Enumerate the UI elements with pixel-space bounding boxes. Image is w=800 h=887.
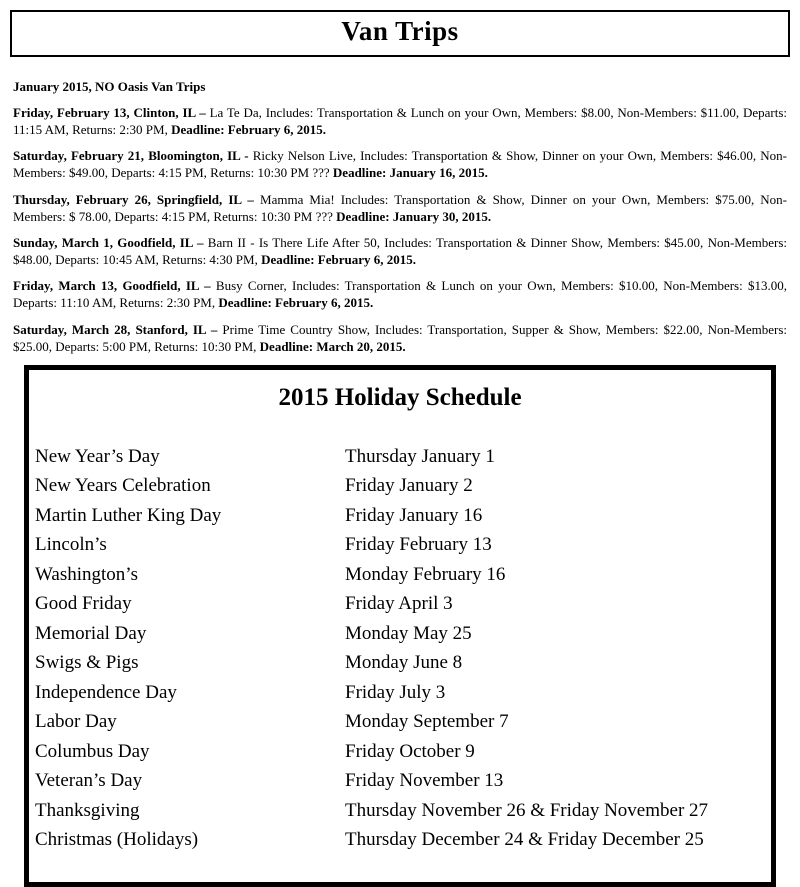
holiday-row (35, 471, 771, 501)
holiday-date: Friday January 16 (345, 504, 483, 526)
trip-details: Barn II - Is There Life After 50, Includes: Transportation & Dinner Show, Members: $45.00, Non-Members: $48.00, Departs: 10:45 AM, Returns: 4:30 PM, (13, 234, 788, 268)
holiday-date: Thursday December 24 & Friday December 25 (345, 829, 704, 851)
holiday-row (35, 589, 771, 619)
holiday-name: Lincoln’s (35, 534, 107, 556)
holiday-schedule-title: 2015 Holiday Schedule (278, 383, 522, 411)
trip-deadline: Deadline: January 30, 2015. (336, 208, 492, 224)
holiday-date: Friday January 2 (345, 475, 473, 497)
holiday-name: Memorial Day (35, 622, 147, 644)
holiday-row (35, 796, 771, 826)
holiday-row (35, 530, 771, 560)
trip-lead: Friday, March 13, Goodfield, IL – (13, 278, 211, 294)
trip-lead: Friday, February 13, Clinton, IL – (13, 105, 206, 120)
trip-paragraph (13, 321, 787, 355)
holiday-date: Thursday November 26 & Friday November 27 (345, 799, 709, 821)
holiday-row (35, 501, 771, 531)
trip-lead: Sunday, March 1, Goodfield, IL – (13, 234, 204, 250)
holiday-date: Friday July 3 (345, 681, 446, 703)
holiday-date: Friday November 13 (345, 770, 504, 792)
trip-lead: Saturday, March 28, Stanford, IL – (13, 321, 218, 337)
holiday-row (35, 442, 771, 472)
holiday-date: Monday September 7 (345, 711, 509, 733)
trip-paragraph (13, 191, 787, 225)
title-box (10, 10, 790, 57)
trip-list (13, 104, 787, 355)
holiday-name: Thanksgiving (35, 799, 140, 821)
trip-lead: Saturday, February 21, Bloomington, IL - (13, 148, 249, 164)
holiday-schedule-table (29, 442, 771, 855)
holiday-row (35, 825, 771, 855)
holiday-name: Columbus Day (35, 740, 150, 762)
holiday-row (35, 766, 771, 796)
trip-details: Busy Corner, Includes: Transportation & Lunch on your Own, Members: $10.00, Non-Members: $13.00, Departs: 11:10 AM, Returns: 2:30 PM, (13, 278, 787, 311)
holiday-row (35, 560, 771, 590)
holiday-date: Monday May 25 (345, 622, 472, 644)
trip-lead: Thursday, February 26, Springfield, IL – (13, 191, 254, 207)
trip-deadline: Deadline: February 6, 2015. (171, 122, 326, 138)
holiday-row (35, 648, 771, 678)
holiday-row (35, 678, 771, 708)
holiday-name: Independence Day (35, 681, 177, 703)
trip-deadline: Deadline: January 16, 2015. (332, 165, 488, 181)
holiday-name: Martin Luther King Day (35, 504, 222, 526)
trip-paragraph (13, 234, 787, 268)
holiday-name: Veteran’s Day (35, 770, 143, 792)
trip-paragraph (13, 277, 787, 311)
holiday-name: Swigs & Pigs (35, 652, 139, 674)
holiday-date: Monday February 16 (345, 563, 506, 585)
page-title: Van Trips (341, 16, 459, 46)
van-trips-section (10, 79, 790, 355)
holiday-date: Monday June 8 (345, 652, 463, 674)
trip-deadline: Deadline: March 20, 2015. (259, 338, 406, 354)
trip-deadline: Deadline: February 6, 2015. (261, 252, 416, 268)
holiday-name: Labor Day (35, 711, 117, 733)
holiday-date: Thursday January 1 (345, 445, 495, 467)
holiday-date: Friday February 13 (345, 534, 492, 556)
trip-details: Ricky Nelson Live, Includes: Transportation & Show, Dinner on your Own, Members: $46.00, Non-Members: $49.00, Departs: 4:15 PM, Returns: 10:30 PM ??? (13, 148, 788, 181)
intro-line: January 2015, NO Oasis Van Trips (13, 79, 206, 94)
holiday-row (35, 737, 771, 767)
holiday-schedule-box (24, 365, 776, 887)
holiday-name: New Year’s Day (35, 445, 160, 467)
holiday-name: Good Friday (35, 593, 132, 615)
holiday-date: Friday October 9 (345, 740, 475, 762)
holiday-row (35, 619, 771, 649)
holiday-name: Christmas (Holidays) (35, 829, 199, 851)
holiday-date: Friday April 3 (345, 593, 453, 615)
trip-details: Prime Time Country Show, Includes: Transportation, Supper & Show, Members: $22.00, Non-Members: $25.00, Departs: 5:00 PM, Returns: 10:30 PM, (13, 321, 788, 354)
trip-details: Mamma Mia! Includes: Transportation & Show, Dinner on your Own, Members: $75.00, Non-Members: $ 78.00, Departs: 4:15 PM, Returns: 10:30 PM ??? (13, 191, 787, 224)
trip-paragraph (13, 147, 787, 181)
trip-details: La Te Da, Includes: Transportation & Lunch on your Own, Members: $8.00, Non-Members: $11.00, Departs: 11:15 AM, Returns: 2:30 PM, (13, 105, 787, 138)
holiday-name: Washington’s (35, 563, 138, 585)
holiday-name: New Years Celebration (35, 475, 211, 497)
trip-paragraph (13, 104, 787, 138)
holiday-row (35, 707, 771, 737)
trip-deadline: Deadline: February 6, 2015. (218, 295, 374, 311)
